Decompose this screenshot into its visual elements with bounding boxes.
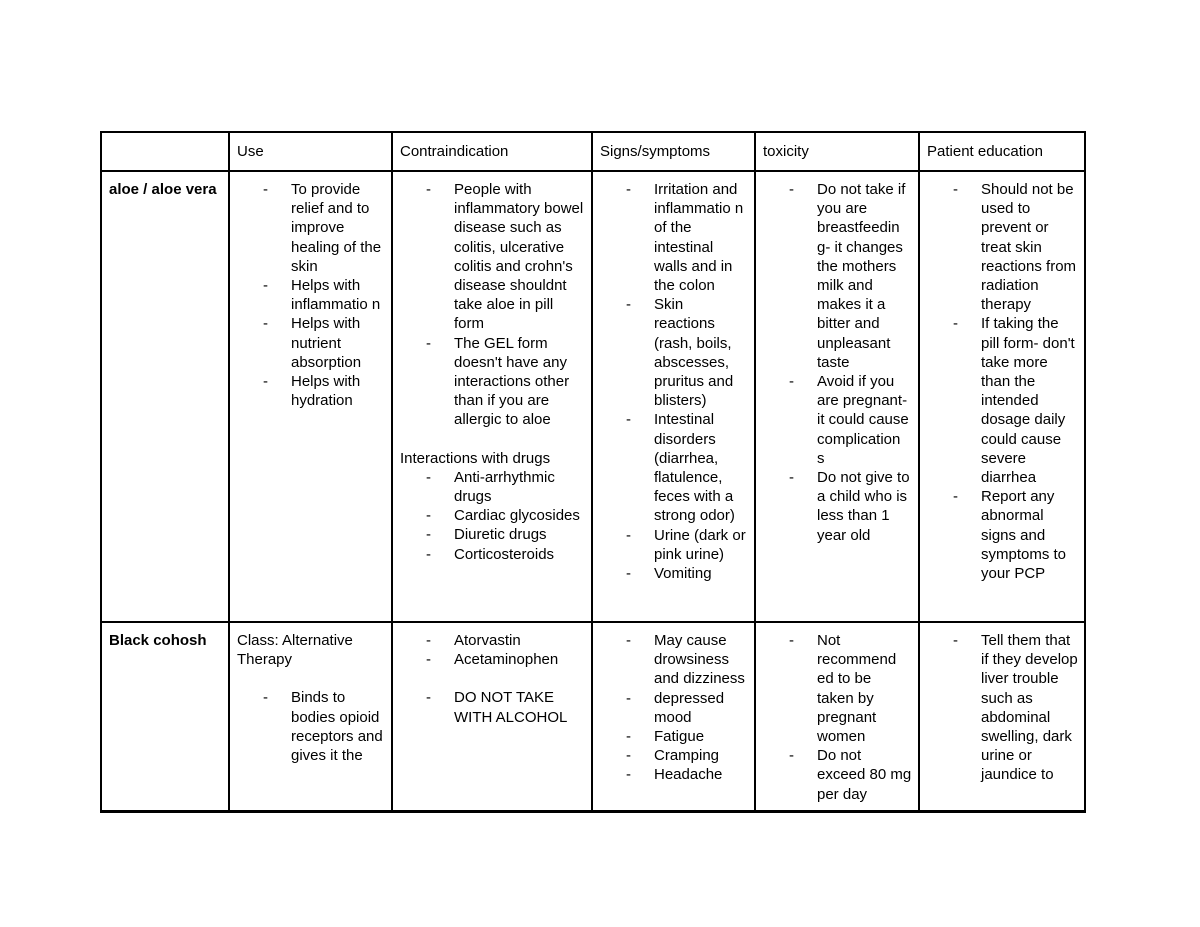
signs-symptoms-cell: [592, 171, 755, 622]
warning-list: [400, 688, 585, 726]
list-item: - People with inflammatory bowel disease such as colitis, ulcerative colitis and crohn's disease shouldnt take aloe in pill form: [454, 180, 585, 334]
list-item: - May cause drowsiness and dizziness: [654, 631, 748, 689]
list-item: - depressed mood: [654, 689, 748, 727]
header-cell-toxicity: toxicity: [755, 132, 919, 171]
list-item: - Headache: [654, 765, 748, 784]
list-item: - Anti-arrhythmic drugs: [454, 468, 585, 506]
education-list: [927, 631, 1078, 785]
alcohol-warning: - DO NOT TAKE WITH ALCOHOL: [454, 688, 585, 726]
herb-name: Black cohosh: [109, 632, 207, 649]
list-item: - Cramping: [654, 746, 748, 765]
list-item: - Avoid if you are pregnant- it could cause complication s: [817, 372, 912, 468]
list-item: - Tell them that if they develop liver trouble such as abdominal swelling, dark urine or jaundice to: [981, 631, 1078, 785]
toxicity-list: [763, 631, 912, 804]
use-class-text: Class: Alternative Therapy: [237, 632, 353, 669]
list-item: - Should not be used to prevent or treat skin reactions from radiation therapy: [981, 180, 1078, 314]
list-item: - Cardiac glycosides: [454, 506, 585, 525]
list-item: - Diuretic drugs: [454, 525, 585, 544]
list-item: - Binds to bodies opioid receptors and gives it the: [291, 688, 385, 765]
spacer: [400, 430, 585, 449]
contraindication-cell: [392, 622, 592, 811]
list-item: - Report any abnormal signs and symptoms to your PCP: [981, 487, 1078, 583]
toxicity-cell: [755, 622, 919, 811]
use-list: [237, 688, 385, 765]
list-item: - Irritation and inflammatio n of the intestinal walls and in the colon: [654, 180, 748, 295]
herb-name-cell: [101, 171, 229, 622]
use-list: [237, 180, 385, 410]
interactions-heading: Interactions with drugs: [400, 449, 551, 467]
list-item: - Intestinal disorders (diarrhea, flatulence, feces with a strong odor): [654, 410, 748, 525]
table-row-black-cohosh: [101, 622, 1085, 811]
list-item: - Atorvastin: [454, 631, 585, 650]
table-header-row: [101, 132, 1085, 171]
spacer: [400, 669, 585, 688]
list-item: - The GEL form doesn't have any interactions other than if you are allergic to aloe: [454, 334, 585, 430]
header-cell-contraindication: Contraindication: [392, 132, 592, 171]
list-item: - Helps with inflammatio n: [291, 276, 385, 314]
header-cell-patient-education: Patient education: [919, 132, 1085, 171]
header-cell-signs-symptoms: Signs/symptoms: [592, 132, 755, 171]
list-item: - Corticosteroids: [454, 545, 585, 564]
list-item: - Helps with nutrient absorption: [291, 314, 385, 372]
spacer: [237, 669, 385, 688]
header-cell-use: Use: [229, 132, 392, 171]
patient-education-cell: [919, 622, 1085, 811]
list-item: - If taking the pill form- don't take more than the intended dosage daily could cause severe diarrhea: [981, 314, 1078, 487]
list-item: - Urine (dark or pink urine): [654, 526, 748, 564]
list-item: - Vomiting: [654, 564, 748, 583]
signs-list: [600, 631, 748, 785]
contraindication-cell: [392, 171, 592, 622]
list-item: - To provide relief and to improve healing of the skin: [291, 180, 385, 276]
toxicity-list: [763, 180, 912, 545]
list-item: - Acetaminophen: [454, 650, 585, 669]
herb-name: aloe / aloe vera: [109, 181, 217, 198]
contraindication-list: [400, 180, 585, 430]
list-item: - Do not give to a child who is less than 1 year old: [817, 468, 912, 545]
list-item: - Do not exceed 80 mg per day: [817, 746, 912, 804]
herb-table: [100, 131, 1086, 813]
education-list: [927, 180, 1078, 583]
header-cell-empty: [101, 132, 229, 171]
signs-list: [600, 180, 748, 583]
toxicity-cell: [755, 171, 919, 622]
herb-name-cell: [101, 622, 229, 811]
list-item: - Fatigue: [654, 727, 748, 746]
contraindication-list: [400, 631, 585, 669]
list-item: - Helps with hydration: [291, 372, 385, 410]
list-item: - Not recommend ed to be taken by pregnant women: [817, 631, 912, 746]
patient-education-cell: [919, 171, 1085, 622]
list-item: - Do not take if you are breastfeedin g- it changes the mothers milk and makes it a bitter and unpleasant taste: [817, 180, 912, 372]
list-item: - Skin reactions (rash, boils, abscesses, pruritus and blisters): [654, 295, 748, 410]
use-cell: [229, 622, 392, 811]
table-row-aloe: [101, 171, 1085, 622]
interactions-list: [400, 468, 585, 564]
signs-symptoms-cell: [592, 622, 755, 811]
use-cell: [229, 171, 392, 622]
